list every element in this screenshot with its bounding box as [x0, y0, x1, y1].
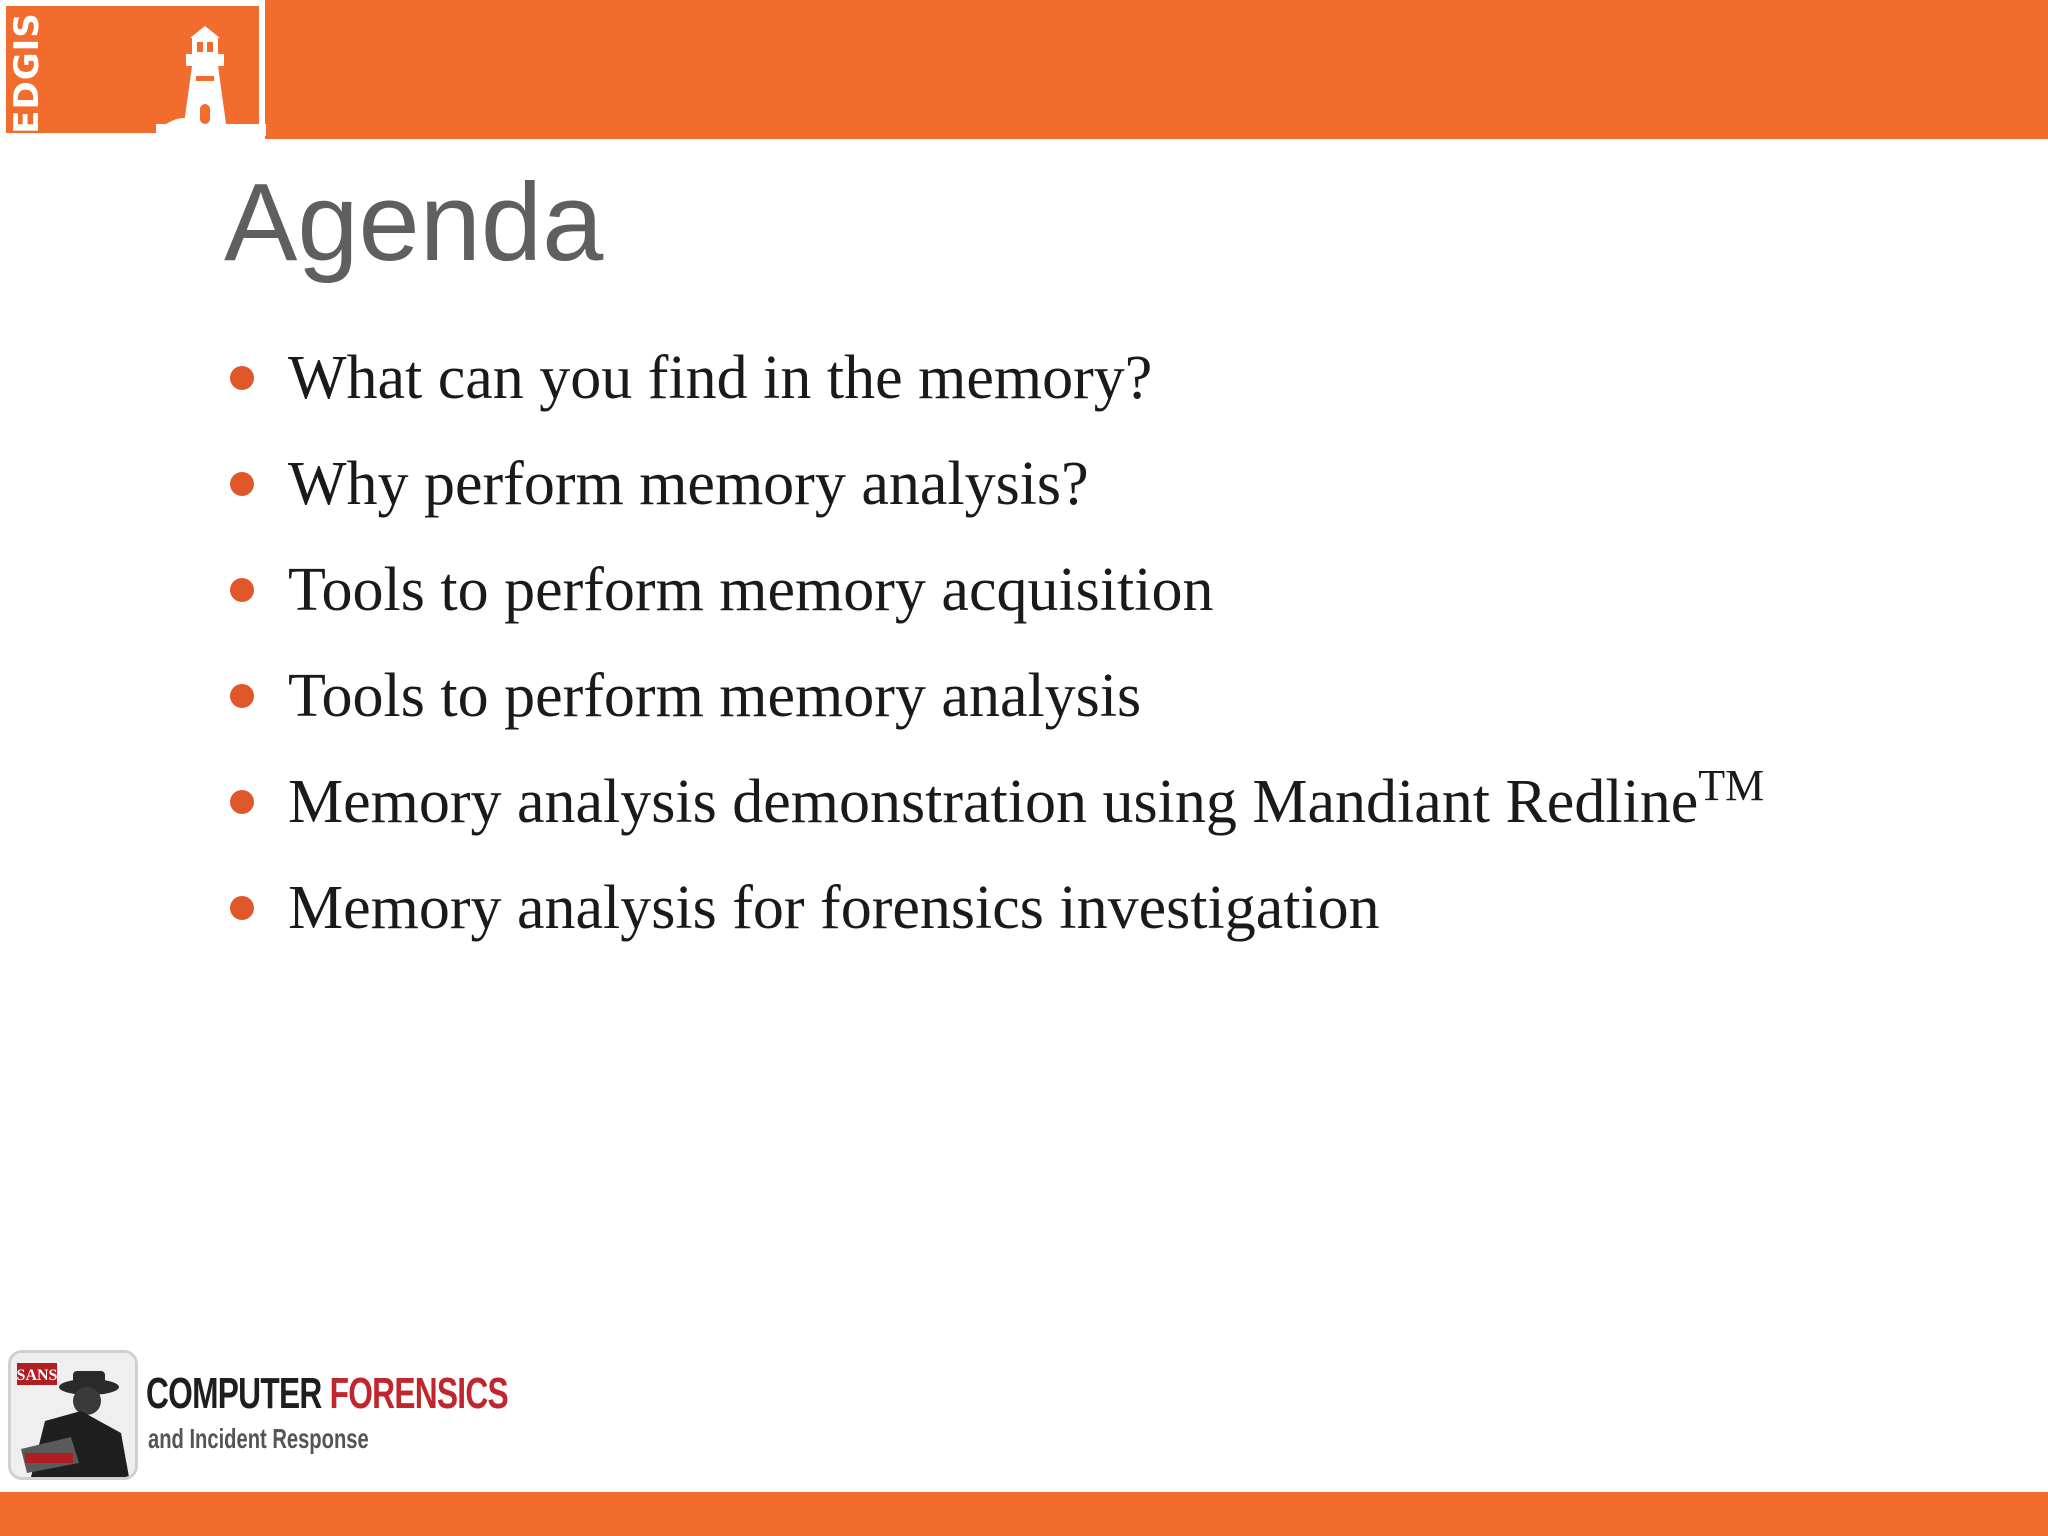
bullet-icon [230, 472, 254, 496]
logo-text [7, 10, 47, 135]
agenda-item-text: Tools to perform memory analysis [288, 662, 1142, 730]
agenda-item-text: Why perform memory analysis? [288, 450, 1089, 518]
agenda-list [230, 338, 1764, 974]
logo-word-forensics: FORENSICS [329, 1369, 508, 1418]
agenda-item [230, 868, 1764, 974]
agenda-item-text: What can you find in the memory? [288, 344, 1153, 412]
agenda-item [230, 762, 1764, 868]
lighthouse-icon [156, 24, 266, 136]
bullet-icon [230, 684, 254, 708]
agenda-item [230, 656, 1764, 762]
agenda-item [230, 444, 1764, 550]
logo-wordmark: EDGIS [7, 11, 47, 134]
detective-icon [8, 1350, 138, 1480]
slide-title: Agenda [224, 161, 604, 284]
edgis-logo [0, 0, 265, 139]
agenda-item-text: Tools to perform memory acquisition [288, 556, 1214, 624]
footer-bar [0, 1492, 2048, 1536]
agenda-item [230, 338, 1764, 444]
sans-badge: SANS [16, 1367, 58, 1384]
bullet-icon [230, 366, 254, 390]
logo-subtitle: and Incident Response [148, 1423, 369, 1454]
logo-background [6, 6, 259, 133]
agenda-item-text: Memory analysis for forensics investigation [288, 874, 1380, 942]
agenda-item-text: Memory analysis demonstration using Mandiant Redline [288, 768, 1699, 836]
sans-forensics-logo [8, 1350, 508, 1480]
logo-title [146, 1369, 508, 1418]
logo-word-computer: COMPUTER [146, 1369, 322, 1418]
bullet-icon [230, 578, 254, 602]
bullet-icon [230, 896, 254, 920]
trademark-symbol: TM [1698, 761, 1765, 810]
header-bar [0, 0, 2048, 139]
bullet-icon [230, 790, 254, 814]
agenda-item [230, 550, 1764, 656]
